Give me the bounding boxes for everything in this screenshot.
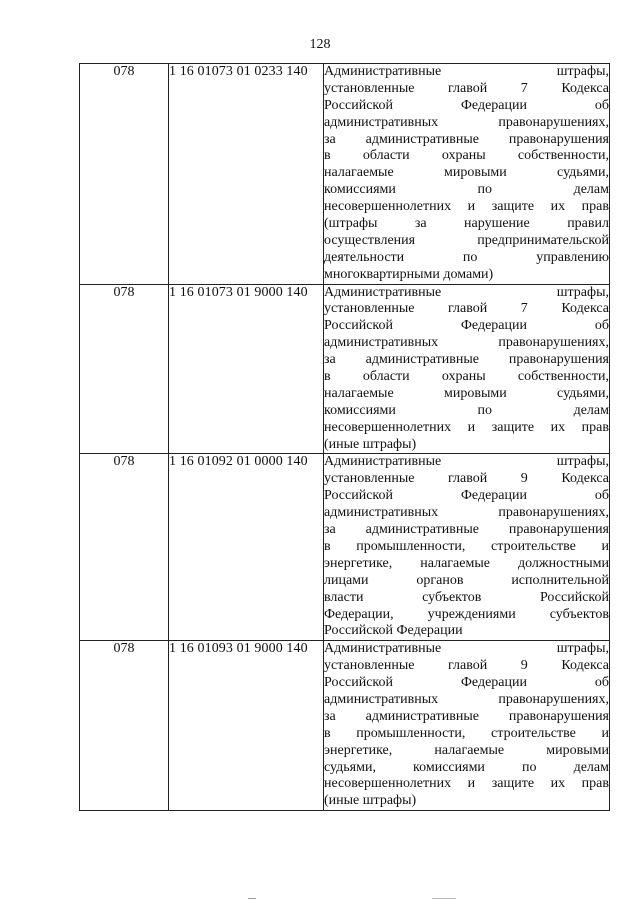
description-line: (иные штрафы): [324, 436, 417, 452]
table-row: [80, 284, 610, 454]
description-line: налагаемые мировыми судьями,: [324, 165, 609, 181]
scan-artifacts: [0, 895, 640, 905]
description-line: за административные правонарушения: [324, 352, 609, 368]
description-line: Российской Федерации об: [324, 318, 609, 334]
description-line: несовершеннолетних и защите их прав: [324, 419, 609, 435]
description-line: Административные штрафы,: [324, 64, 609, 79]
page-number: 128: [309, 37, 331, 52]
kbk-code-cell: 1 16 01073 01 9000 140: [169, 284, 324, 454]
table-body: [80, 64, 610, 811]
table-row: [80, 454, 610, 641]
description-line: лицами органов исполнительной: [324, 572, 609, 588]
description-line: административных правонарушениях,: [324, 335, 609, 351]
description-line: (штрафы за нарушение правил: [324, 216, 609, 232]
kbk-code-cell: 1 16 01092 01 0000 140: [169, 454, 324, 641]
description-line: налагаемые мировыми судьями,: [324, 385, 609, 401]
description-line: в промышленности, строительстве и: [324, 725, 609, 741]
description-line: Административные штрафы,: [324, 454, 609, 470]
kbk-code-cell: 1 16 01093 01 9000 140: [169, 641, 324, 811]
description-line: энергетике, налагаемые мировыми: [324, 742, 609, 758]
description-line: административных правонарушениях,: [324, 114, 609, 130]
description-line: установленные главой 7 Кодекса: [324, 301, 609, 317]
table-row: [80, 641, 610, 811]
description-cell: [324, 454, 610, 641]
table-row: [80, 64, 610, 285]
description-line: Российской Федерации об: [324, 675, 609, 691]
description-line: Российской Федерации об: [324, 97, 609, 113]
scan-mark: [248, 898, 256, 899]
description-line: в области охраны собственности,: [324, 148, 609, 164]
description-line: комиссиями по делам: [324, 402, 609, 418]
admin-code-cell: 078: [80, 64, 169, 285]
description-line: в области охраны собственности,: [324, 369, 609, 385]
description-line: энергетике, налагаемые должностными: [324, 555, 609, 571]
description-line: установленные главой 9 Кодекса: [324, 658, 609, 674]
description-line: административных правонарушениях,: [324, 505, 609, 521]
admin-code-cell: 078: [80, 454, 169, 641]
description-line: Административные штрафы,: [324, 641, 609, 657]
description-line: деятельности по управлению: [324, 249, 609, 265]
description-line: Федерации, учреждениями субъектов: [324, 606, 609, 622]
description-line: комиссиями по делам: [324, 182, 609, 198]
description-line: за административные правонарушения: [324, 522, 609, 538]
description-line: установленные главой 7 Кодекса: [324, 80, 609, 96]
revenue-codes-table: [79, 63, 610, 811]
description-line: за административные правонарушения: [324, 131, 609, 147]
description-line: в промышленности, строительстве и: [324, 538, 609, 554]
description-line: несовершеннолетних и защите их прав: [324, 776, 609, 792]
description-line: многоквартирными домами): [324, 266, 494, 282]
description-cell: [324, 64, 610, 285]
description-cell: [324, 284, 610, 454]
description-line: осуществления предпринимательской: [324, 232, 609, 248]
description-line: Административные штрафы,: [324, 284, 609, 300]
description-line: судьями, комиссиями по делам: [324, 759, 609, 775]
description-line: власти субъектов Российской: [324, 589, 609, 605]
description-line: Российской Федерации об: [324, 488, 609, 504]
admin-code-cell: 078: [80, 641, 169, 811]
kbk-code-cell: 1 16 01073 01 0233 140: [169, 64, 324, 285]
description-line: несовершеннолетних и защите их прав: [324, 199, 609, 215]
admin-code-cell: 078: [80, 284, 169, 454]
description-line: Российской Федерации: [324, 623, 463, 639]
description-line: за административные правонарушения: [324, 708, 609, 724]
description-line: административных правонарушениях,: [324, 691, 609, 707]
description-line: установленные главой 9 Кодекса: [324, 471, 609, 487]
description-cell: [324, 641, 610, 811]
description-line: (иные штрафы): [324, 793, 417, 809]
scan-mark: [432, 898, 456, 899]
